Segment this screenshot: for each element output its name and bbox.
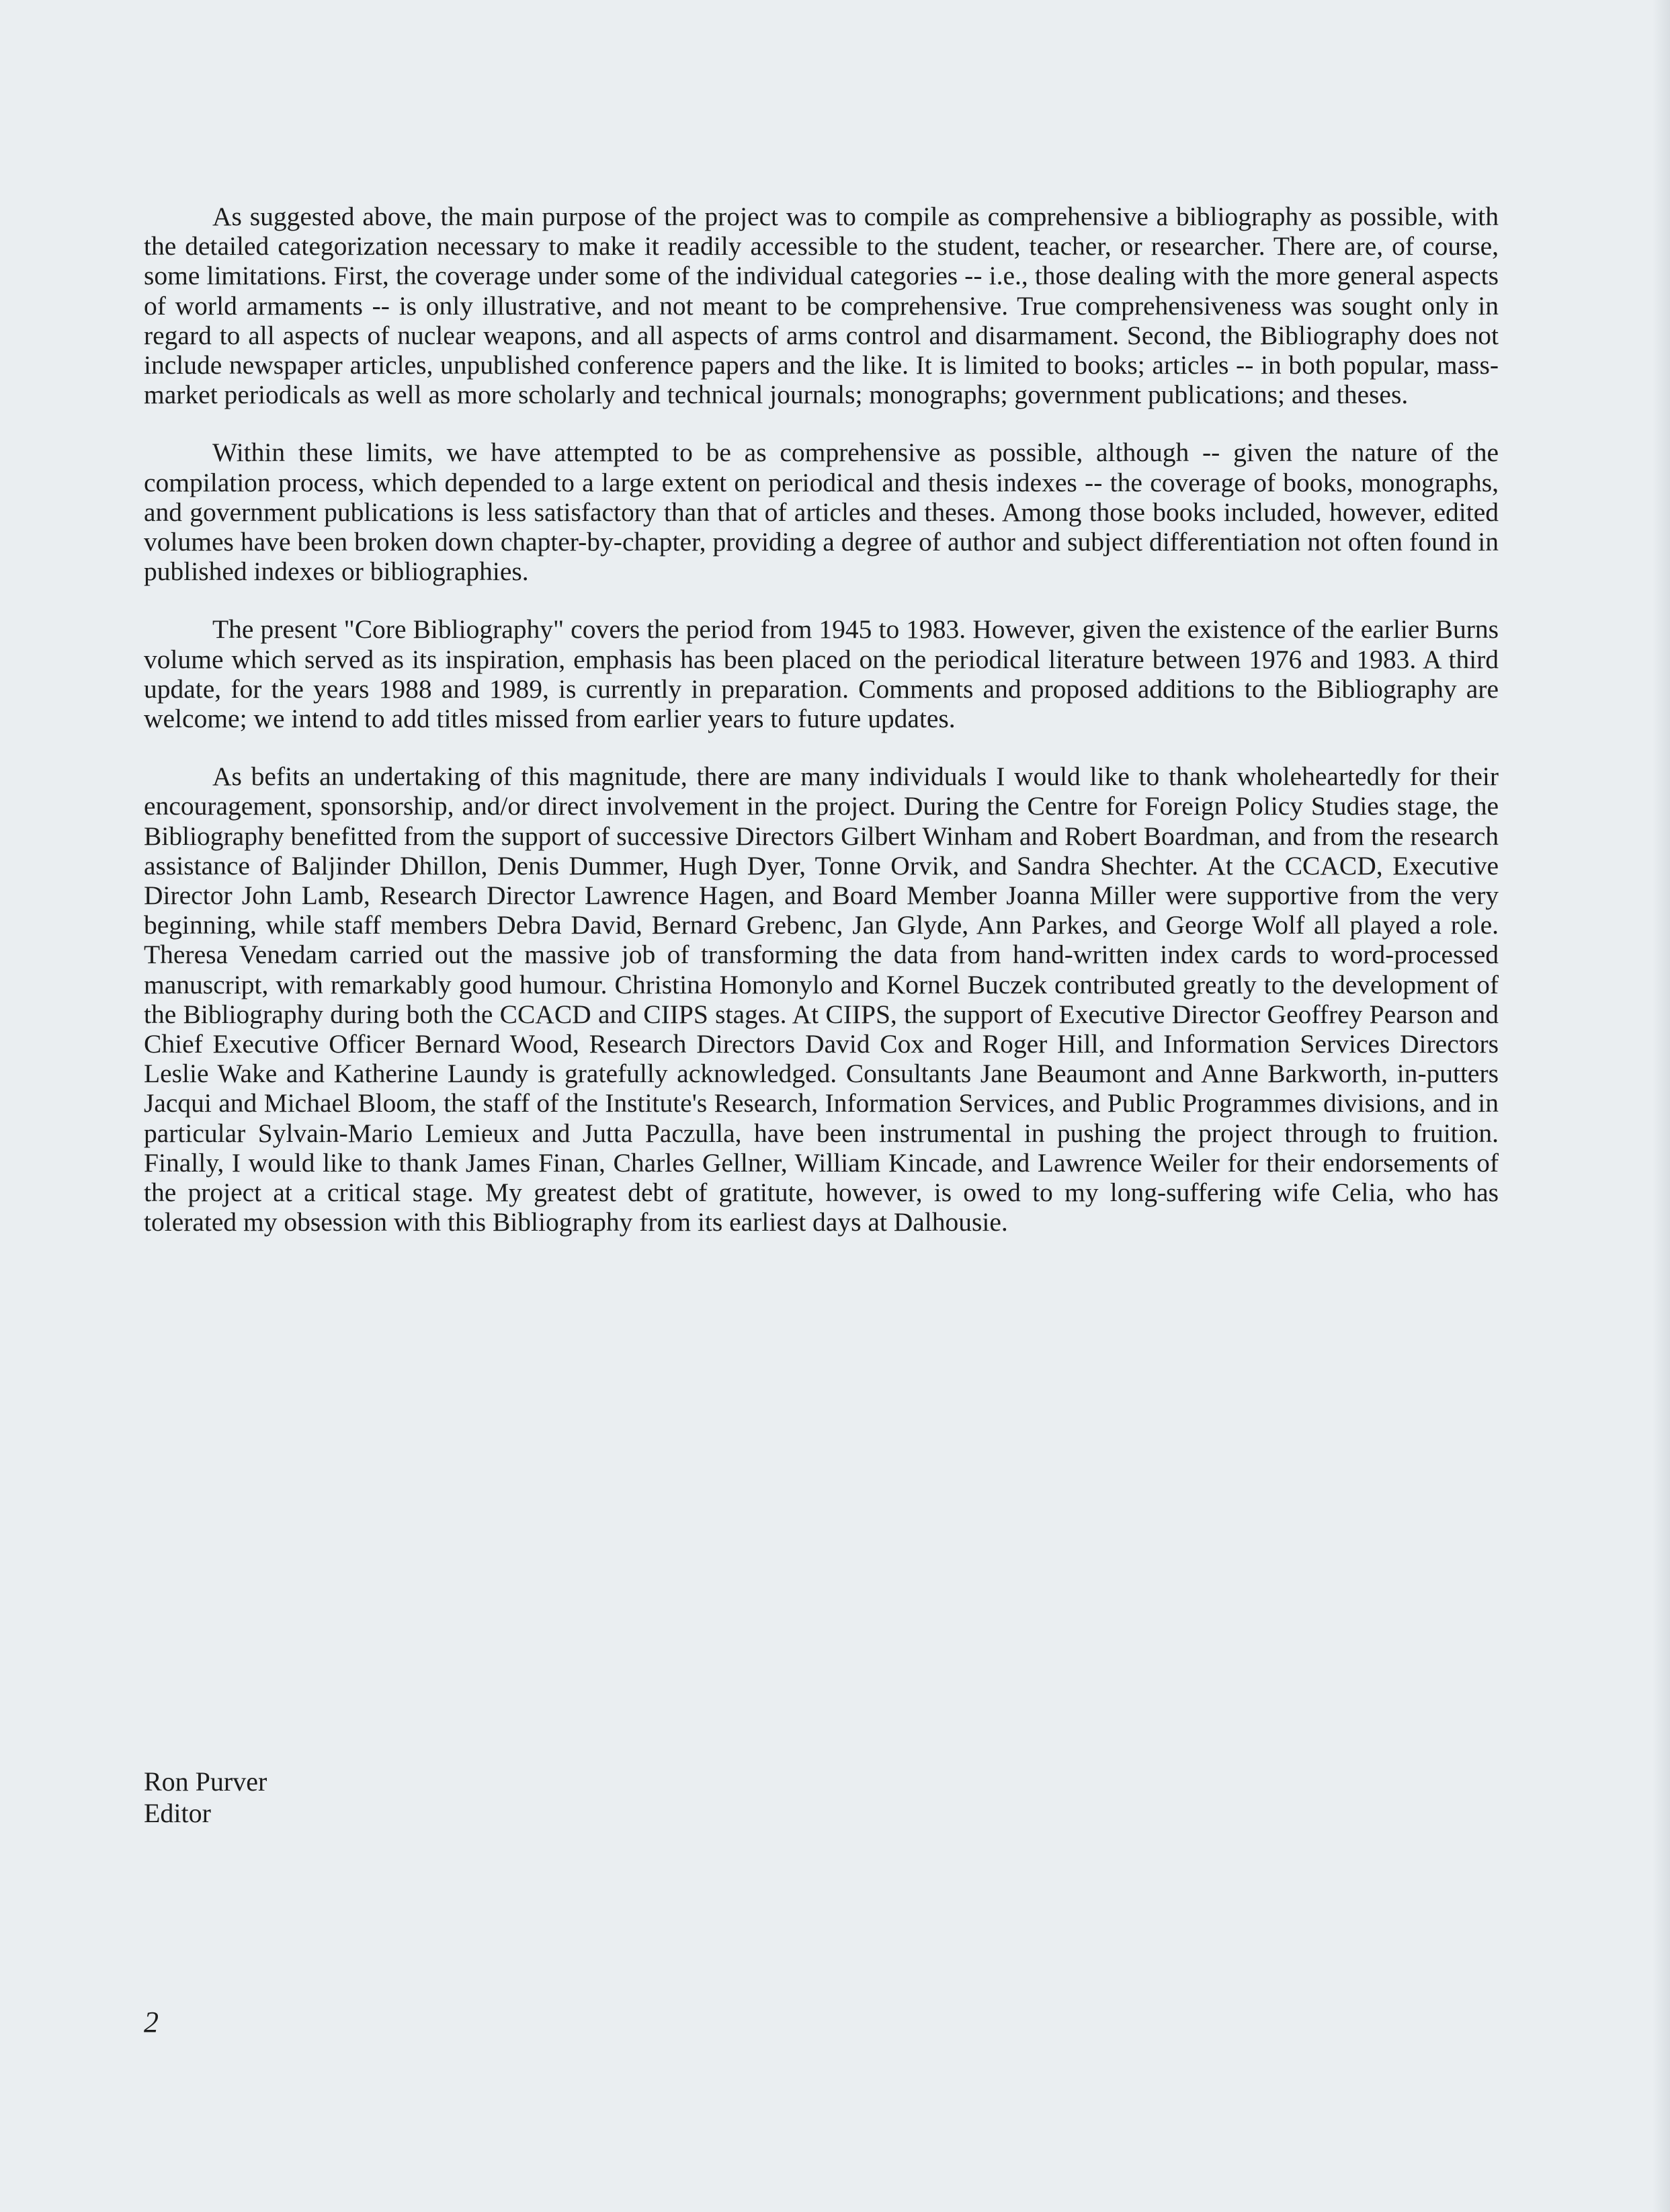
paragraph-limits: Within these limits, we have attempted to be as comprehensive as possible, although -- given the nature of the compilation process, which depended to a large extent on periodical and thesis indexes -- the coverage of books, monographs, and government publications is less satisfactory than that of articles and theses. Among those books included, however, edited volumes have been broken down chapter-by-chapter, providing a degree of author and subject differentiation not often found in published indexes or bibliographies. (144, 438, 1499, 587)
signature-block (144, 1766, 267, 1829)
page-number: 2 (144, 2006, 159, 2039)
signature-title: Editor (144, 1798, 211, 1828)
paragraph-coverage-period: The present "Core Bibliography" covers the period from 1945 to 1983. However, given the existence of the earlier Burns volume which served as its inspiration, emphasis has been placed on the periodical literature between 1976 and 1983. A third update, for the years 1988 and 1989, is currently in preparation. Comments and proposed additions to the Bibliography are welcome; we intend to add titles missed from earlier years to future updates. (144, 614, 1499, 734)
page-edge-shadow (1653, 0, 1670, 2212)
paragraph-acknowledgements: As befits an undertaking of this magnitude, there are many individuals I would like to thank wholeheartedly for their encouragement, sponsorship, and/or direct involvement in the project. During the Centre for Foreign Policy Studies stage, the Bibliography benefitted from the support of successive Directors Gilbert Winham and Robert Boardman, and from the research assistance of Baljinder Dhillon, Denis Dummer, Hugh Dyer, Tonne Orvik, and Sandra Shechter. At the CCACD, Executive Director John Lamb, Research Director Lawrence Hagen, and Board Member Joanna Miller were supportive from the very beginning, while staff members Debra David, Bernard Grebenc, Jan Glyde, Ann Parkes, and George Wolf all played a role. Theresa Venedam carried out the massive job of transforming the data from hand-written index cards to word-processed manuscript, with remarkably good humour. Christina Homonylo and Kornel Buczek contributed greatly to the development of the Bibliography during both the CCACD and CIIPS stages. At CIIPS, the support of Executive Director Geoffrey Pearson and Chief Executive Officer Bernard Wood, Research Directors David Cox and Roger Hill, and Information Services Directors Leslie Wake and Katherine Laundy is gratefully acknowledged. Consultants Jane Beaumont and Anne Barkworth, in-putters Jacqui and Michael Bloom, the staff of the Institute's Research, Information Services, and Public Programmes divisions, and in particular Sylvain-Mario Lemieux and Jutta Paczulla, have been instrumental in pushing the project through to fruition. Finally, I would like to thank James Finan, Charles Gellner, William Kincade, and Lawrence Weiler for their endorsements of the project at a critical stage. My greatest debt of gratitute, however, is owed to my long-suffering wife Celia, who has tolerated my obsession with this Bibliography from its earliest days at Dalhousie. (144, 762, 1499, 1237)
paragraph-purpose: As suggested above, the main purpose of the project was to compile as comprehensive a bibliography as possible, with the detailed categorization necessary to make it readily accessible to the student, teacher, or researcher. There are, of course, some limitations. First, the coverage under some of the individual categories -- i.e., those dealing with the more general aspects of world armaments -- is only illustrative, and not meant to be comprehensive. True comprehensiveness was sought only in regard to all aspects of nuclear weapons, and all aspects of arms control and disarmament. Second, the Bibliography does not include newspaper articles, unpublished conference papers and the like. It is limited to books; articles -- in both popular, mass-market periodicals as well as more scholarly and technical journals; monographs; government publications; and theses. (144, 202, 1499, 410)
body-text (144, 202, 1499, 1266)
signature-name: Ron Purver (144, 1766, 267, 1797)
